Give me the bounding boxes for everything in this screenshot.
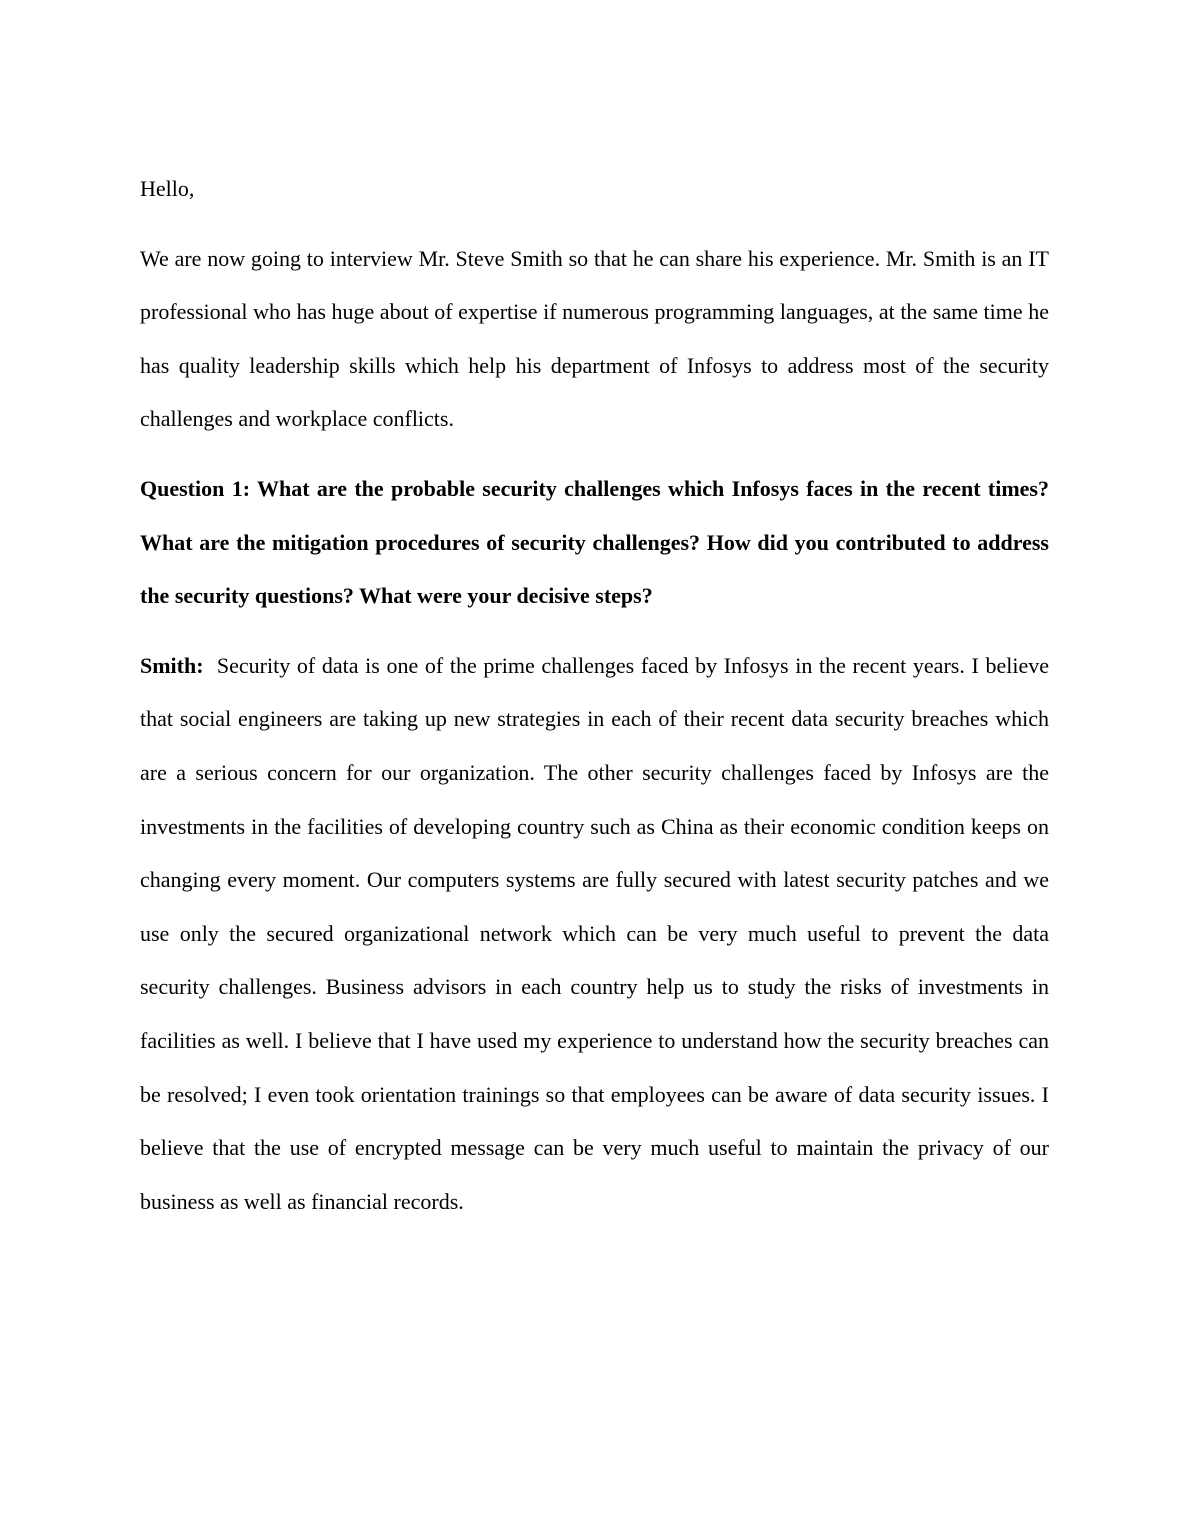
speaker-label: Smith: — [140, 652, 204, 678]
answer-1-paragraph — [140, 639, 1049, 1229]
document-body — [140, 162, 1049, 1228]
answer-1-text: Security of data is one of the prime challenges faced by Infosys in the recent years. I believe that social engineers are taking up new strategies in each of their recent data security breaches which are a serious concern for our organization. The other security challenges faced by Infosys are the investments in the facilities of developing country such as China as their economic condition keeps on changing every moment. Our computers systems are fully secured with latest security patches and we use only the secured organizational network which can be very much useful to prevent the data security challenges. Business advisors in each country help us to study the risks of investments in facilities as well. I believe that I have used my experience to understand how the security breaches can be resolved; I even took orientation trainings so that employees can be aware of data security issues. I believe that the use of encrypted message can be very much useful to maintain the privacy of our business as well as financial records. — [140, 652, 1049, 1214]
greeting: Hello, — [140, 176, 195, 201]
intro-paragraph: We are now going to interview Mr. Steve Smith so that he can share his experience. Mr. Smith is an IT professional who has huge about of expertise if numerous programming languages, at the same time he has quality leadership skills which help his department of Infosys to address most of the security challenges and workplace conflicts. — [140, 245, 1049, 432]
question-1: Question 1: What are the probable security challenges which Infosys faces in the recent times? What are the mitigation procedures of security challenges? How did you contributed to address the security questions? What were your decisive steps? — [140, 475, 1049, 609]
